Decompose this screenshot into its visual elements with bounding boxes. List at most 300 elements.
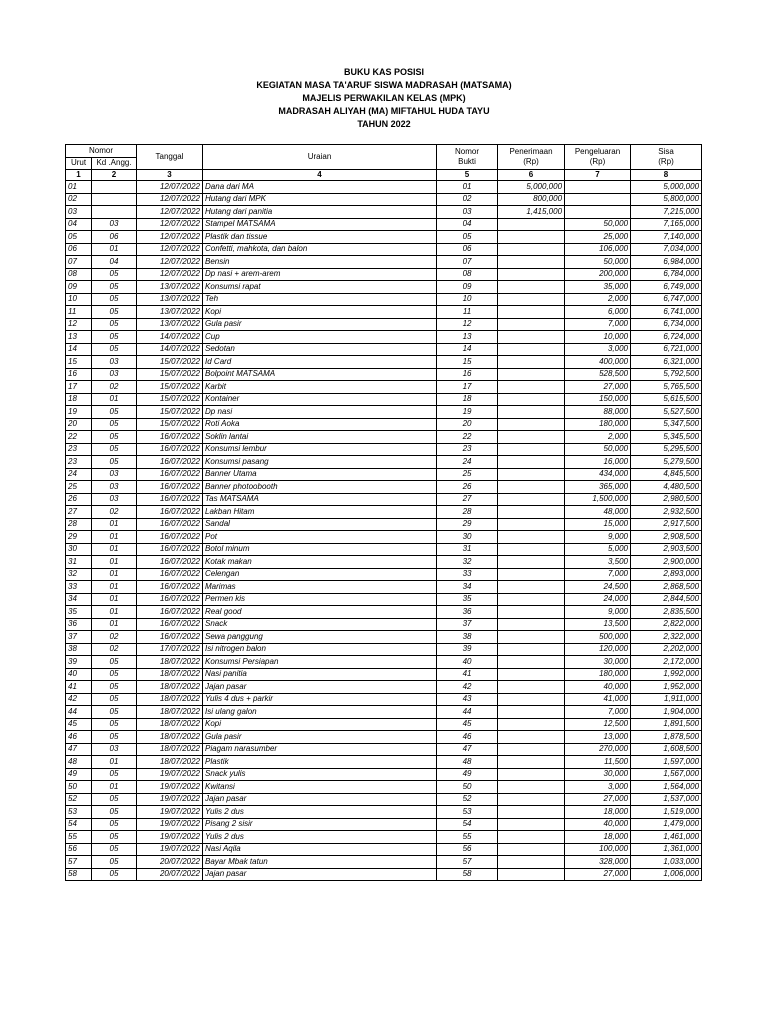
table-row (66, 306, 702, 319)
cell-pengeluaran: 18,000 (565, 806, 631, 819)
table-row (66, 281, 702, 294)
cell-sisa: 2,893,000 (631, 568, 702, 581)
cell-penerimaan (498, 256, 565, 269)
cell-tanggal: 13/07/2022 (137, 318, 203, 331)
col-header-penerimaan (498, 145, 565, 170)
cell-sisa: 1,537,000 (631, 793, 702, 806)
cell-tanggal: 15/07/2022 (137, 368, 203, 381)
column-number: 4 (203, 170, 437, 181)
table-row (66, 581, 702, 594)
cell-uraian: Hutang dari MPK (203, 193, 437, 206)
cell-urut: 55 (66, 831, 92, 844)
table-row (66, 506, 702, 519)
cell-urut: 44 (66, 706, 92, 719)
cell-sisa: 6,741,000 (631, 306, 702, 319)
cell-nomor-bukti: 19 (437, 406, 498, 419)
cell-uraian: Yulis 4 dus + parkir (203, 693, 437, 706)
cell-nomor-bukti: 16 (437, 368, 498, 381)
cell-pengeluaran: 434,000 (565, 468, 631, 481)
cell-pengeluaran: 41,000 (565, 693, 631, 706)
table-row (66, 743, 702, 756)
cell-kd-angg: 02 (92, 506, 137, 519)
table-row (66, 718, 702, 731)
cell-kd-angg: 05 (92, 306, 137, 319)
cell-penerimaan (498, 343, 565, 356)
cell-tanggal: 15/07/2022 (137, 406, 203, 419)
cell-kd-angg: 01 (92, 618, 137, 631)
cell-tanggal: 18/07/2022 (137, 743, 203, 756)
column-number: 2 (92, 170, 137, 181)
cell-sisa: 5,527,500 (631, 406, 702, 419)
cell-pengeluaran: 9,000 (565, 606, 631, 619)
cell-uraian: Sewa panggung (203, 631, 437, 644)
cell-tanggal: 20/07/2022 (137, 868, 203, 881)
cell-kd-angg: 05 (92, 806, 137, 819)
cell-sisa: 2,908,500 (631, 531, 702, 544)
cell-sisa: 6,747,000 (631, 293, 702, 306)
cell-sisa: 1,479,000 (631, 818, 702, 831)
table-row (66, 418, 702, 431)
cell-nomor-bukti: 30 (437, 531, 498, 544)
cell-pengeluaran: 18,000 (565, 831, 631, 844)
cell-urut: 53 (66, 806, 92, 819)
cell-kd-angg: 05 (92, 318, 137, 331)
cell-uraian: Konsumsi lembur (203, 443, 437, 456)
cell-kd-angg: 04 (92, 256, 137, 269)
column-number: 1 (66, 170, 92, 181)
cell-penerimaan (498, 631, 565, 644)
cell-penerimaan: 800,000 (498, 193, 565, 206)
cell-uraian: Jajan pasar (203, 681, 437, 694)
cell-sisa: 5,615,500 (631, 393, 702, 406)
cell-pengeluaran: 7,000 (565, 706, 631, 719)
cell-uraian: Kopi (203, 718, 437, 731)
col-header-uraian: Uraian (203, 145, 437, 170)
cell-kd-angg: 05 (92, 343, 137, 356)
cell-nomor-bukti: 04 (437, 218, 498, 231)
cell-pengeluaran: 3,000 (565, 343, 631, 356)
cell-kd-angg: 05 (92, 431, 137, 444)
cell-kd-angg: 01 (92, 781, 137, 794)
cell-urut: 25 (66, 481, 92, 494)
cell-tanggal: 18/07/2022 (137, 693, 203, 706)
cell-pengeluaran: 150,000 (565, 393, 631, 406)
column-number: 6 (498, 170, 565, 181)
cell-uraian: Permen kis (203, 593, 437, 606)
table-row (66, 256, 702, 269)
cell-penerimaan (498, 318, 565, 331)
cell-pengeluaran (565, 193, 631, 206)
cell-sisa: 1,597,000 (631, 756, 702, 769)
cell-urut: 08 (66, 268, 92, 281)
table-row (66, 368, 702, 381)
cell-penerimaan (498, 668, 565, 681)
cell-pengeluaran: 1,500,000 (565, 493, 631, 506)
cell-uraian: Gula pasir (203, 318, 437, 331)
cell-tanggal: 14/07/2022 (137, 331, 203, 344)
cell-penerimaan: 5,000,000 (498, 181, 565, 194)
cell-tanggal: 18/07/2022 (137, 756, 203, 769)
cell-tanggal: 17/07/2022 (137, 643, 203, 656)
cell-urut: 58 (66, 868, 92, 881)
cell-penerimaan (498, 818, 565, 831)
cell-penerimaan (498, 693, 565, 706)
cell-tanggal: 12/07/2022 (137, 193, 203, 206)
cell-pengeluaran: 106,000 (565, 243, 631, 256)
table-row (66, 643, 702, 656)
cell-tanggal: 16/07/2022 (137, 481, 203, 494)
cell-penerimaan (498, 281, 565, 294)
cell-uraian: Bolpoint MATSAMA (203, 368, 437, 381)
cell-kd-angg: 03 (92, 356, 137, 369)
cell-pengeluaran: 3,500 (565, 556, 631, 569)
cell-kd-angg: 05 (92, 831, 137, 844)
cell-sisa: 6,749,000 (631, 281, 702, 294)
cell-nomor-bukti: 29 (437, 518, 498, 531)
cell-pengeluaran: 3,000 (565, 781, 631, 794)
cell-urut: 31 (66, 556, 92, 569)
cell-tanggal: 18/07/2022 (137, 731, 203, 744)
table-row (66, 331, 702, 344)
cell-tanggal: 16/07/2022 (137, 581, 203, 594)
cell-uraian: Sedotan (203, 343, 437, 356)
cell-nomor-bukti: 37 (437, 618, 498, 631)
table-row (66, 656, 702, 669)
cell-uraian: Konsumsi Persiapan (203, 656, 437, 669)
cell-urut: 27 (66, 506, 92, 519)
cell-kd-angg: 05 (92, 856, 137, 869)
cell-sisa: 5,792,500 (631, 368, 702, 381)
col-header-sisa (631, 145, 702, 170)
cell-nomor-bukti: 27 (437, 493, 498, 506)
cell-sisa: 2,903,500 (631, 543, 702, 556)
cell-penerimaan (498, 218, 565, 231)
cell-urut: 01 (66, 181, 92, 194)
cell-kd-angg: 01 (92, 393, 137, 406)
cell-pengeluaran: 7,000 (565, 568, 631, 581)
table-row (66, 468, 702, 481)
table-row (66, 243, 702, 256)
cell-nomor-bukti: 03 (437, 206, 498, 219)
cell-pengeluaran: 270,000 (565, 743, 631, 756)
col-header-nomor-bukti-line2: Bukti (458, 157, 476, 166)
cell-kd-angg: 05 (92, 768, 137, 781)
cell-kd-angg: 01 (92, 756, 137, 769)
cell-sisa: 7,165,000 (631, 218, 702, 231)
table-row (66, 531, 702, 544)
cell-pengeluaran: 40,000 (565, 681, 631, 694)
table-row (66, 393, 702, 406)
cell-uraian: Hutang dari panitia (203, 206, 437, 219)
cell-penerimaan (498, 306, 565, 319)
cell-pengeluaran: 24,000 (565, 593, 631, 606)
cell-tanggal: 16/07/2022 (137, 531, 203, 544)
cell-nomor-bukti: 02 (437, 193, 498, 206)
cell-tanggal: 12/07/2022 (137, 206, 203, 219)
cell-nomor-bukti: 47 (437, 743, 498, 756)
cell-pengeluaran: 7,000 (565, 318, 631, 331)
cell-urut: 02 (66, 193, 92, 206)
cell-urut: 03 (66, 206, 92, 219)
cell-penerimaan (498, 456, 565, 469)
cell-nomor-bukti: 07 (437, 256, 498, 269)
cell-uraian: Karbit (203, 381, 437, 394)
cell-uraian: Snack yulis (203, 768, 437, 781)
table-row (66, 293, 702, 306)
cell-urut: 48 (66, 756, 92, 769)
cell-sisa: 5,295,500 (631, 443, 702, 456)
cell-nomor-bukti: 24 (437, 456, 498, 469)
cell-penerimaan (498, 531, 565, 544)
cell-urut: 23 (66, 456, 92, 469)
cell-penerimaan (498, 368, 565, 381)
cell-urut: 06 (66, 243, 92, 256)
table-row (66, 731, 702, 744)
cell-urut: 17 (66, 381, 92, 394)
cell-tanggal: 16/07/2022 (137, 456, 203, 469)
cell-sisa: 1,519,000 (631, 806, 702, 819)
cell-penerimaan (498, 243, 565, 256)
cell-penerimaan (498, 606, 565, 619)
cell-uraian: Kotak makan (203, 556, 437, 569)
cell-nomor-bukti: 26 (437, 481, 498, 494)
cell-penerimaan (498, 868, 565, 881)
cell-tanggal: 19/07/2022 (137, 781, 203, 794)
cell-uraian: Confetti, mahkota, dan balon (203, 243, 437, 256)
cell-nomor-bukti: 50 (437, 781, 498, 794)
cell-uraian: Roti Aoka (203, 418, 437, 431)
cell-tanggal: 12/07/2022 (137, 268, 203, 281)
cell-sisa: 2,917,500 (631, 518, 702, 531)
table-row (66, 231, 702, 244)
table-row (66, 631, 702, 644)
cell-kd-angg: 05 (92, 443, 137, 456)
cell-pengeluaran: 2,000 (565, 293, 631, 306)
cell-tanggal: 16/07/2022 (137, 543, 203, 556)
cell-pengeluaran: 27,000 (565, 381, 631, 394)
cell-uraian: Nasi Aqila (203, 843, 437, 856)
cell-kd-angg: 02 (92, 631, 137, 644)
table-row (66, 518, 702, 531)
cell-sisa: 2,172,000 (631, 656, 702, 669)
cell-penerimaan (498, 431, 565, 444)
table-row (66, 868, 702, 881)
table-row (66, 456, 702, 469)
cell-pengeluaran: 27,000 (565, 868, 631, 881)
cell-tanggal: 20/07/2022 (137, 856, 203, 869)
cell-nomor-bukti: 28 (437, 506, 498, 519)
cell-sisa: 6,984,000 (631, 256, 702, 269)
cell-penerimaan (498, 418, 565, 431)
cell-uraian: Dana dari MA (203, 181, 437, 194)
cell-urut: 19 (66, 406, 92, 419)
cell-pengeluaran: 200,000 (565, 268, 631, 281)
cell-sisa: 5,279,500 (631, 456, 702, 469)
cell-penerimaan (498, 743, 565, 756)
cell-pengeluaran: 35,000 (565, 281, 631, 294)
column-number: 7 (565, 170, 631, 181)
cell-nomor-bukti: 57 (437, 856, 498, 869)
cell-pengeluaran: 13,500 (565, 618, 631, 631)
cell-nomor-bukti: 25 (437, 468, 498, 481)
cell-nomor-bukti: 55 (437, 831, 498, 844)
cell-tanggal: 18/07/2022 (137, 656, 203, 669)
cell-nomor-bukti: 32 (437, 556, 498, 569)
cell-tanggal: 12/07/2022 (137, 218, 203, 231)
cell-uraian: Dp nasi + arem-arem (203, 268, 437, 281)
cell-uraian: Dp nasi (203, 406, 437, 419)
cell-uraian: Yulis 2 dus (203, 831, 437, 844)
table-row (66, 568, 702, 581)
cell-nomor-bukti: 14 (437, 343, 498, 356)
cell-nomor-bukti: 10 (437, 293, 498, 306)
cell-uraian: Tas MATSAMA (203, 493, 437, 506)
cell-uraian: Banner Utama (203, 468, 437, 481)
table-row (66, 193, 702, 206)
cell-tanggal: 19/07/2022 (137, 768, 203, 781)
cell-kd-angg: 02 (92, 643, 137, 656)
cell-kd-angg: 05 (92, 731, 137, 744)
table-row (66, 681, 702, 694)
column-number-row (66, 170, 702, 181)
cell-penerimaan (498, 556, 565, 569)
cell-urut: 57 (66, 856, 92, 869)
table-row (66, 706, 702, 719)
cell-penerimaan (498, 293, 565, 306)
cell-tanggal: 12/07/2022 (137, 243, 203, 256)
cell-uraian: Gula pasir (203, 731, 437, 744)
cell-urut: 46 (66, 731, 92, 744)
cell-sisa: 5,765,500 (631, 381, 702, 394)
col-header-penerimaan-line2: (Rp) (523, 157, 539, 166)
cell-nomor-bukti: 11 (437, 306, 498, 319)
table-row (66, 606, 702, 619)
cell-tanggal: 18/07/2022 (137, 718, 203, 731)
cell-uraian: Bayar Mbak tatun (203, 856, 437, 869)
cell-urut: 38 (66, 643, 92, 656)
cell-uraian: Piagam narasumber (203, 743, 437, 756)
cell-kd-angg: 06 (92, 231, 137, 244)
cell-tanggal: 16/07/2022 (137, 556, 203, 569)
cell-uraian: Celengan (203, 568, 437, 581)
cell-nomor-bukti: 45 (437, 718, 498, 731)
table-row (66, 818, 702, 831)
cell-sisa: 2,835,500 (631, 606, 702, 619)
cell-sisa: 7,140,000 (631, 231, 702, 244)
cell-pengeluaran: 16,000 (565, 456, 631, 469)
table-row (66, 343, 702, 356)
cell-nomor-bukti: 23 (437, 443, 498, 456)
cell-penerimaan (498, 268, 565, 281)
cell-kd-angg: 01 (92, 556, 137, 569)
cell-sisa: 4,845,500 (631, 468, 702, 481)
cell-kd-angg: 05 (92, 656, 137, 669)
cell-uraian: Nasi panitia (203, 668, 437, 681)
cell-urut: 40 (66, 668, 92, 681)
cell-tanggal: 12/07/2022 (137, 231, 203, 244)
cell-nomor-bukti: 09 (437, 281, 498, 294)
cell-nomor-bukti: 52 (437, 793, 498, 806)
cell-tanggal: 12/07/2022 (137, 256, 203, 269)
cell-nomor-bukti: 01 (437, 181, 498, 194)
cell-uraian: Real good (203, 606, 437, 619)
cell-urut: 14 (66, 343, 92, 356)
cell-kd-angg: 01 (92, 243, 137, 256)
cell-tanggal: 16/07/2022 (137, 593, 203, 606)
cell-urut: 24 (66, 468, 92, 481)
cell-tanggal: 16/07/2022 (137, 431, 203, 444)
cell-nomor-bukti: 54 (437, 818, 498, 831)
cell-kd-angg: 01 (92, 531, 137, 544)
table-row (66, 593, 702, 606)
cell-uraian: Kontainer (203, 393, 437, 406)
cell-nomor-bukti: 46 (437, 731, 498, 744)
cell-kd-angg: 05 (92, 456, 137, 469)
cell-sisa: 5,347,500 (631, 418, 702, 431)
cell-pengeluaran: 27,000 (565, 793, 631, 806)
cell-pengeluaran: 400,000 (565, 356, 631, 369)
cell-sisa: 7,215,000 (631, 206, 702, 219)
cell-sisa: 1,033,000 (631, 856, 702, 869)
cell-pengeluaran: 180,000 (565, 668, 631, 681)
cell-nomor-bukti: 49 (437, 768, 498, 781)
cell-urut: 23 (66, 443, 92, 456)
cell-tanggal: 16/07/2022 (137, 618, 203, 631)
cell-uraian: Id Card (203, 356, 437, 369)
cell-pengeluaran: 25,000 (565, 231, 631, 244)
cell-tanggal: 19/07/2022 (137, 793, 203, 806)
cell-penerimaan (498, 393, 565, 406)
table-row (66, 381, 702, 394)
cell-nomor-bukti: 17 (437, 381, 498, 394)
cell-penerimaan (498, 381, 565, 394)
cell-pengeluaran: 2,000 (565, 431, 631, 444)
cell-sisa: 2,900,000 (631, 556, 702, 569)
table-row (66, 268, 702, 281)
cell-nomor-bukti: 44 (437, 706, 498, 719)
table-row (66, 431, 702, 444)
cell-pengeluaran: 100,000 (565, 843, 631, 856)
cell-nomor-bukti: 40 (437, 656, 498, 669)
cell-sisa: 1,904,000 (631, 706, 702, 719)
cell-uraian: Kwitansi (203, 781, 437, 794)
cell-urut: 07 (66, 256, 92, 269)
cell-sisa: 6,734,000 (631, 318, 702, 331)
cell-kd-angg: 01 (92, 543, 137, 556)
cell-urut: 33 (66, 581, 92, 594)
cell-urut: 41 (66, 681, 92, 694)
cell-uraian: Soklin lantai (203, 431, 437, 444)
cell-urut: 09 (66, 281, 92, 294)
cell-sisa: 1,567,000 (631, 768, 702, 781)
cell-urut: 15 (66, 356, 92, 369)
cell-urut: 11 (66, 306, 92, 319)
cell-kd-angg: 03 (92, 218, 137, 231)
cell-pengeluaran: 11,500 (565, 756, 631, 769)
cell-sisa: 6,784,000 (631, 268, 702, 281)
col-header-pengeluaran-line1: Pengeluaran (574, 147, 621, 156)
cell-uraian: Plastik (203, 756, 437, 769)
cell-nomor-bukti: 31 (437, 543, 498, 556)
cell-nomor-bukti: 36 (437, 606, 498, 619)
cell-urut: 30 (66, 543, 92, 556)
column-number: 5 (437, 170, 498, 181)
table-row (66, 493, 702, 506)
table-row (66, 768, 702, 781)
cell-pengeluaran: 15,000 (565, 518, 631, 531)
cell-nomor-bukti: 53 (437, 806, 498, 819)
col-header-sisa-line2: (Rp) (658, 157, 674, 166)
